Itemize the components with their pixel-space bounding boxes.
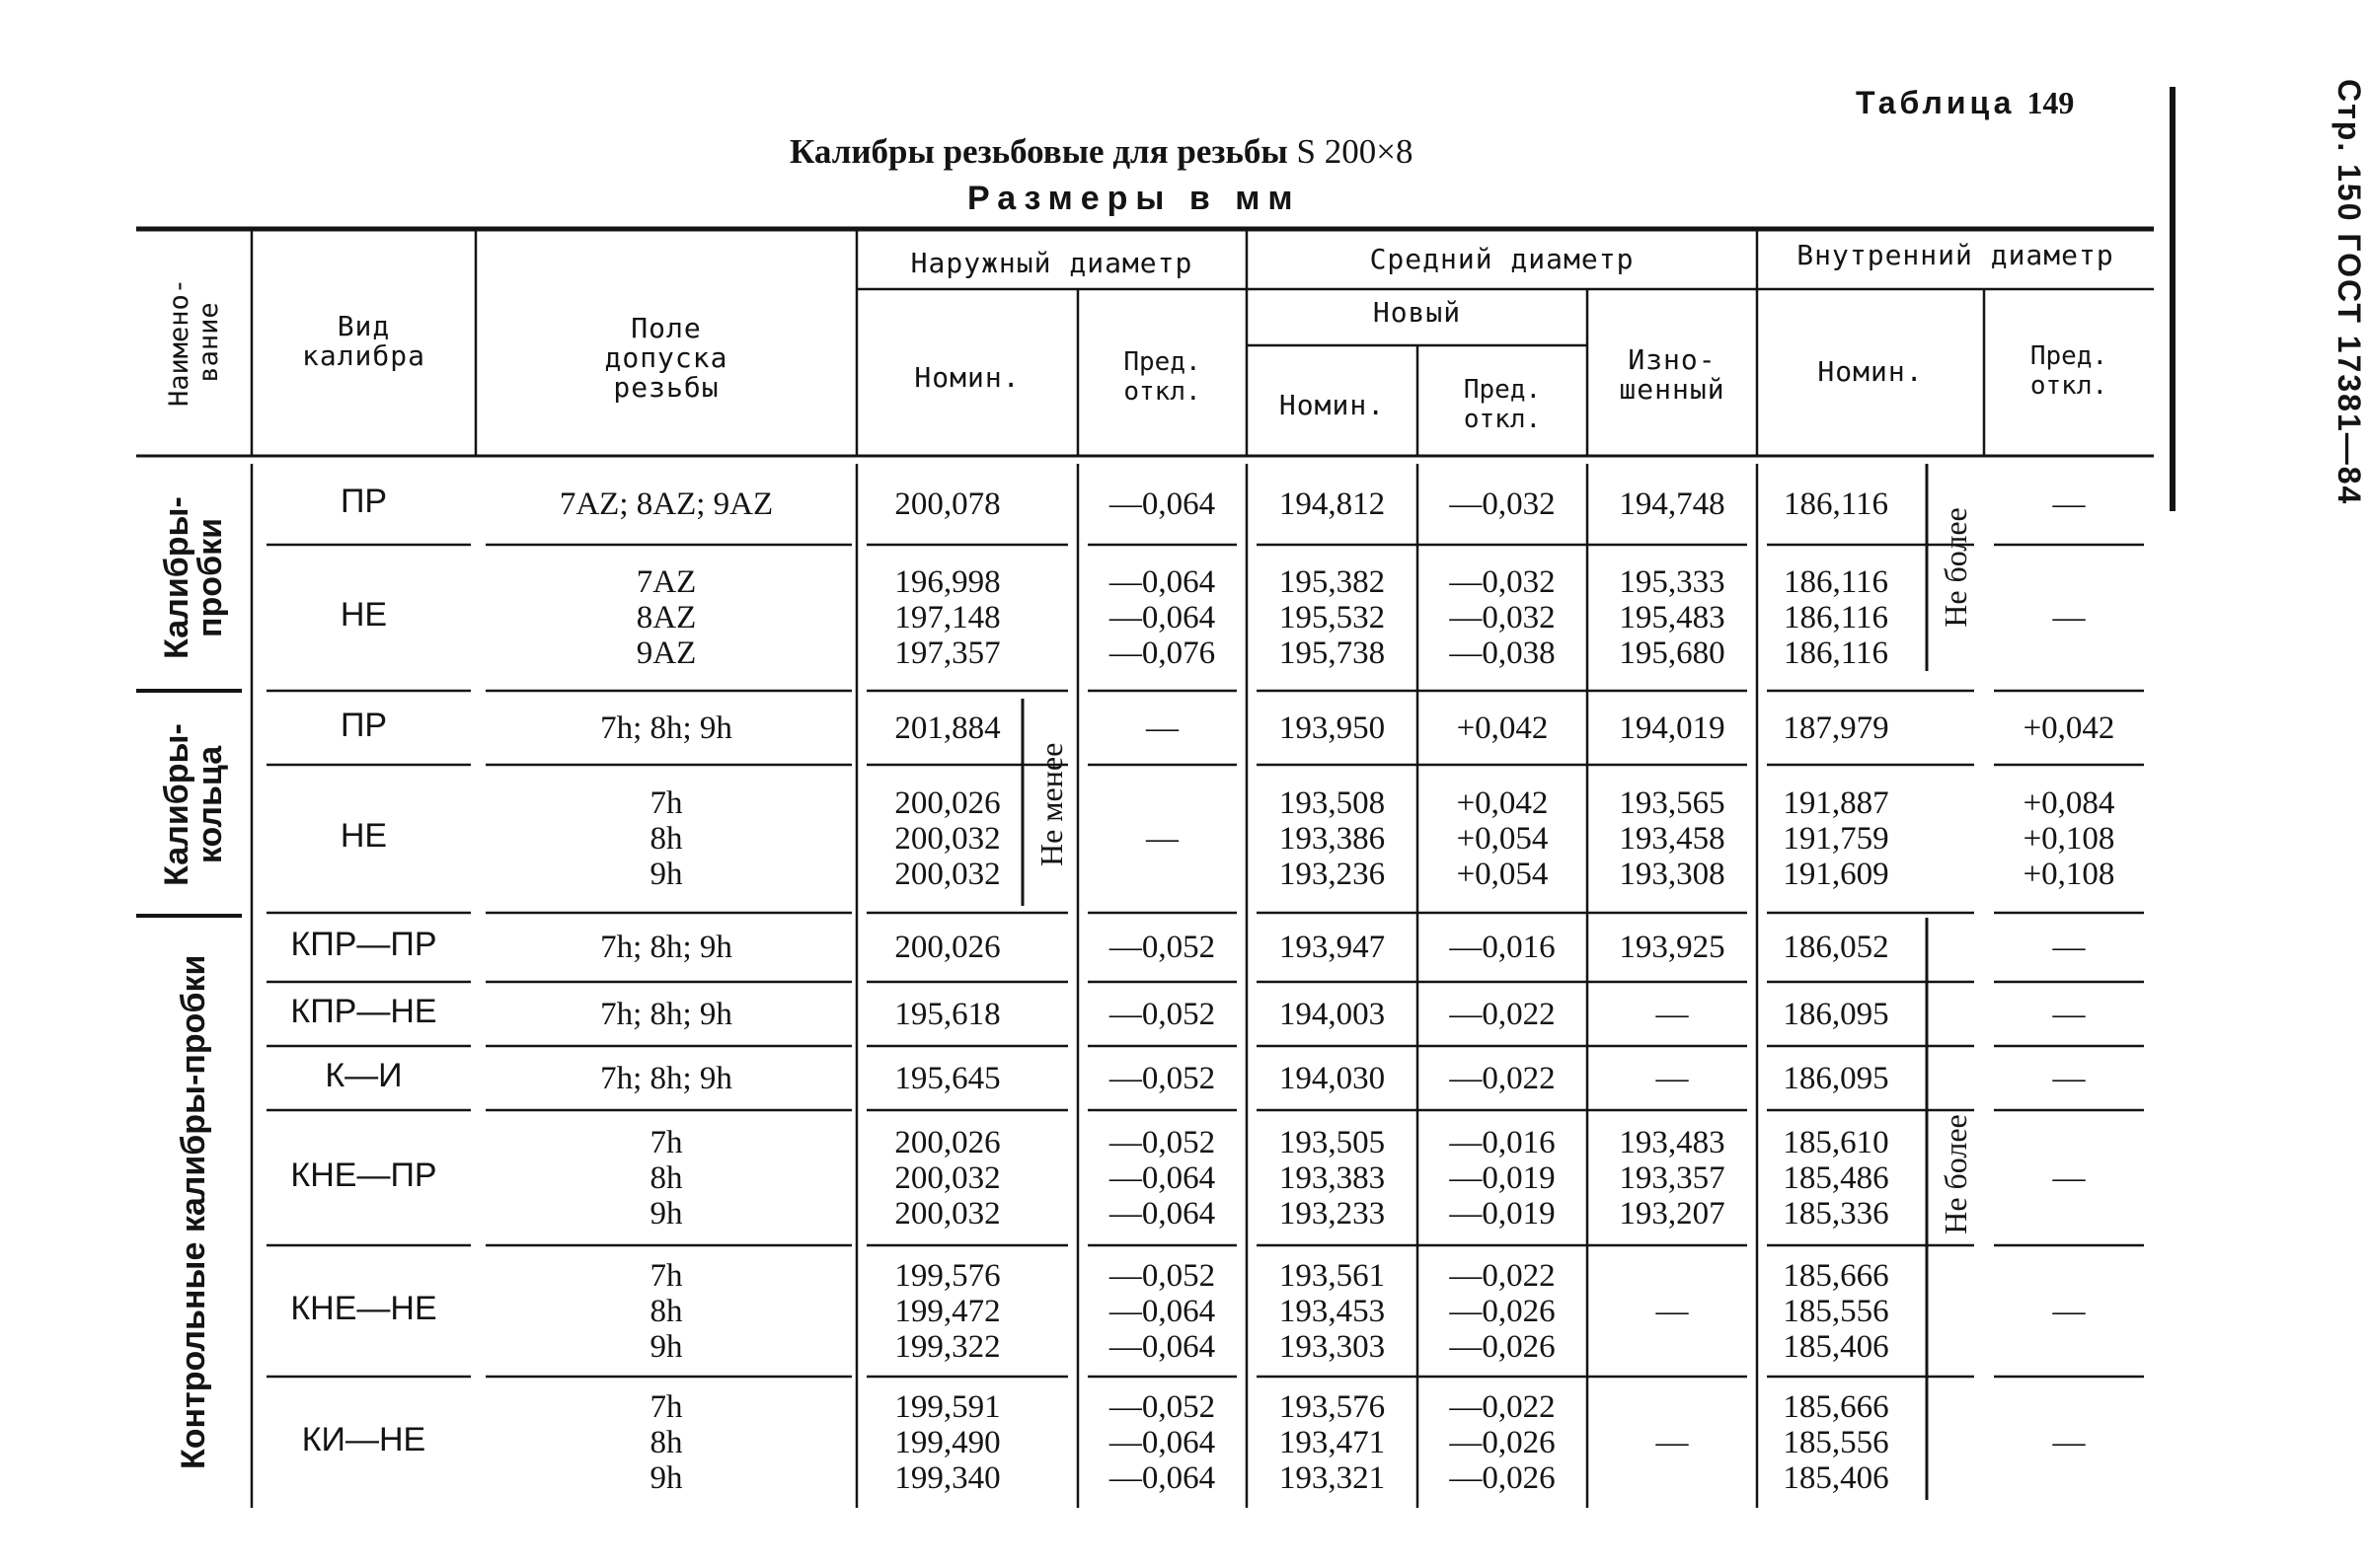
inner-deviation-line: +0,108 bbox=[2023, 821, 2115, 857]
middle-deviation-line: +0,042 bbox=[1456, 709, 1549, 746]
inner-deviation bbox=[1984, 600, 2154, 635]
tolerance-field-line: 9AZ bbox=[636, 635, 697, 671]
outer-deviation-line: —0,064 bbox=[1108, 1293, 1216, 1329]
outer-nominal-line: 197,357 bbox=[894, 635, 1001, 671]
middle-worn-line: — bbox=[1655, 1424, 1689, 1460]
outer-nominal bbox=[857, 1389, 1038, 1496]
inner-nominal-line: 186,116 bbox=[1783, 486, 1889, 522]
tolerance-field-line: 7AZ; 8AZ; 9AZ bbox=[559, 486, 774, 522]
outer-nominal bbox=[857, 1125, 1038, 1232]
tolerance-field bbox=[476, 710, 857, 746]
outer-deviation-line: —0,052 bbox=[1108, 996, 1216, 1032]
inner-nominal-line: 191,759 bbox=[1783, 821, 1889, 857]
inner-nominal-line: 185,486 bbox=[1783, 1159, 1889, 1196]
middle-deviation-line: +0,054 bbox=[1456, 821, 1549, 857]
middle-worn-line: 193,308 bbox=[1619, 857, 1725, 892]
tolerance-field-line: 8h bbox=[649, 821, 683, 857]
inner-nominal-line: 186,095 bbox=[1783, 1060, 1889, 1096]
inner-nominal-line: 186,095 bbox=[1783, 996, 1889, 1032]
table-label: Таблица bbox=[1856, 85, 2016, 120]
middle-deviation bbox=[1417, 710, 1587, 746]
middle-worn-line: 193,565 bbox=[1619, 785, 1725, 821]
outer-nominal-line: 199,576 bbox=[894, 1257, 1001, 1294]
middle-worn bbox=[1587, 1425, 1757, 1460]
header-worn: Изно- шенный bbox=[1619, 343, 1725, 406]
tolerance-field-line: 7h; 8h; 9h bbox=[600, 996, 732, 1032]
middle-deviation-line: —0,026 bbox=[1449, 1293, 1556, 1329]
page-reference-text: Стр. 150 ГОСТ 17381—84 bbox=[2331, 79, 2367, 506]
middle-worn bbox=[1587, 564, 1757, 671]
outer-nominal bbox=[857, 1258, 1038, 1365]
middle-nominal-line: 193,471 bbox=[1278, 1424, 1386, 1460]
outer-nominal bbox=[857, 1061, 1038, 1096]
header-inner-dev: Пред. откл. bbox=[2029, 341, 2108, 401]
outer-nominal-line: 200,032 bbox=[894, 857, 1001, 892]
middle-nominal bbox=[1247, 564, 1417, 671]
outer-deviation bbox=[1078, 1125, 1247, 1232]
title-thread: S 200×8 bbox=[1296, 132, 1413, 171]
middle-nominal bbox=[1247, 930, 1417, 965]
outer-deviation-line: —0,052 bbox=[1108, 1124, 1216, 1160]
inner-nominal bbox=[1757, 785, 1915, 892]
middle-worn bbox=[1587, 785, 1757, 892]
inner-nominal-line: 185,556 bbox=[1783, 1424, 1889, 1460]
table-number-value: 149 bbox=[2026, 85, 2075, 120]
middle-worn-line: 193,925 bbox=[1619, 930, 1725, 965]
middle-deviation-line: —0,019 bbox=[1449, 1159, 1556, 1196]
middle-worn-line: 195,483 bbox=[1619, 600, 1725, 635]
outer-nominal-line: 196,998 bbox=[894, 564, 1001, 600]
gauge-kind: ПР bbox=[340, 706, 388, 744]
outer-nominal-line: 200,032 bbox=[894, 821, 1001, 857]
outer-deviation bbox=[1078, 821, 1247, 857]
middle-deviation-line: —0,032 bbox=[1449, 486, 1556, 522]
inner-deviation-line: — bbox=[2052, 1293, 2086, 1329]
outer-nominal-line: 200,026 bbox=[894, 1124, 1001, 1160]
inner-nominal-line: 186,116 bbox=[1783, 564, 1889, 600]
outer-nominal bbox=[857, 997, 1038, 1032]
tolerance-field-line: 7h bbox=[649, 1257, 683, 1294]
middle-deviation bbox=[1417, 930, 1587, 965]
tolerance-field-line: 8h bbox=[649, 1159, 683, 1196]
tolerance-field-line: 7h; 8h; 9h bbox=[600, 709, 732, 746]
middle-nominal bbox=[1247, 1389, 1417, 1496]
middle-worn bbox=[1587, 997, 1757, 1032]
outer-deviation-line: —0,064 bbox=[1108, 600, 1216, 635]
outer-nominal-line: 199,472 bbox=[894, 1293, 1001, 1329]
middle-worn-line: 194,748 bbox=[1619, 486, 1725, 522]
outer-deviation bbox=[1078, 930, 1247, 965]
middle-nominal-line: 193,576 bbox=[1278, 1388, 1386, 1425]
inner-nominal-line: 187,979 bbox=[1783, 709, 1889, 746]
gauge-kind: ПР bbox=[340, 483, 388, 520]
inner-nominal-line: 185,666 bbox=[1783, 1388, 1889, 1425]
outer-nominal-line: 200,032 bbox=[894, 1159, 1001, 1196]
gauge-kind: КПР—НЕ bbox=[290, 992, 437, 1030]
inner-nominal bbox=[1757, 997, 1915, 1032]
outer-deviation-line: —0,052 bbox=[1108, 1388, 1216, 1425]
tolerance-field bbox=[476, 997, 857, 1032]
middle-worn bbox=[1587, 710, 1757, 746]
outer-deviation-line: —0,064 bbox=[1108, 1424, 1216, 1460]
middle-nominal-line: 193,947 bbox=[1278, 930, 1386, 965]
middle-deviation bbox=[1417, 564, 1587, 671]
outer-deviation-line: — bbox=[1146, 821, 1179, 857]
header-field: Поле допуска резьбы bbox=[604, 312, 728, 404]
inner-nominal-line: 191,887 bbox=[1783, 785, 1889, 821]
tolerance-field-line: 7h bbox=[649, 785, 683, 821]
outer-deviation-line: —0,052 bbox=[1108, 930, 1216, 965]
middle-deviation-line: —0,016 bbox=[1449, 1124, 1556, 1160]
outer-nominal bbox=[857, 785, 1038, 892]
middle-nominal-line: 193,383 bbox=[1278, 1159, 1386, 1196]
tolerance-field bbox=[476, 486, 857, 522]
tolerance-field bbox=[476, 1258, 857, 1365]
outer-deviation bbox=[1078, 1389, 1247, 1496]
tolerance-field bbox=[476, 564, 857, 671]
middle-worn bbox=[1587, 486, 1757, 522]
middle-nominal-line: 193,236 bbox=[1278, 857, 1386, 892]
inner-deviation bbox=[1984, 1061, 2154, 1096]
middle-worn-line: — bbox=[1655, 996, 1689, 1032]
middle-nominal-line: 195,532 bbox=[1278, 600, 1386, 635]
inner-deviation bbox=[1984, 1425, 2154, 1460]
inner-nominal-line: 185,556 bbox=[1783, 1293, 1889, 1329]
middle-nominal-line: 193,505 bbox=[1278, 1124, 1386, 1160]
outer-deviation bbox=[1078, 1061, 1247, 1096]
inner-deviation-line: — bbox=[2052, 930, 2086, 965]
middle-nominal bbox=[1247, 486, 1417, 522]
outer-deviation-line: —0,052 bbox=[1108, 1257, 1216, 1294]
note-not-more: Не более bbox=[1937, 507, 1973, 628]
gauge-kind: НЕ bbox=[340, 817, 388, 855]
tolerance-field bbox=[476, 930, 857, 965]
middle-deviation-line: —0,026 bbox=[1449, 1424, 1556, 1460]
gauge-kind: КНЕ—НЕ bbox=[290, 1289, 437, 1327]
inner-deviation bbox=[1984, 1294, 2154, 1329]
outer-nominal bbox=[857, 930, 1038, 965]
middle-nominal-line: 193,386 bbox=[1278, 821, 1386, 857]
inner-nominal-line: 191,609 bbox=[1783, 857, 1889, 892]
inner-deviation-line: — bbox=[2052, 996, 2086, 1032]
middle-worn-line: — bbox=[1655, 1293, 1689, 1329]
middle-worn-line: — bbox=[1655, 1060, 1689, 1096]
middle-nominal-line: 193,453 bbox=[1278, 1293, 1386, 1329]
tolerance-field-line: 7h; 8h; 9h bbox=[600, 930, 732, 965]
inner-nominal bbox=[1757, 1061, 1915, 1096]
middle-nominal-line: 193,561 bbox=[1278, 1257, 1386, 1294]
tolerance-field-line: 7AZ bbox=[636, 564, 697, 600]
middle-deviation-line: —0,032 bbox=[1449, 600, 1556, 635]
header-name: Наимено- вание bbox=[163, 277, 224, 407]
outer-deviation-line: —0,076 bbox=[1108, 635, 1216, 671]
middle-worn bbox=[1587, 1061, 1757, 1096]
note-not-less: Не менее bbox=[1032, 742, 1069, 866]
middle-nominal-line: 193,233 bbox=[1278, 1195, 1386, 1232]
gauge-kind: КПР—ПР bbox=[290, 926, 437, 963]
header-outer: Наружный диаметр bbox=[910, 247, 1193, 279]
middle-nominal-line: 193,303 bbox=[1278, 1328, 1386, 1365]
inner-deviation bbox=[1984, 785, 2154, 892]
outer-nominal-line: 200,078 bbox=[894, 486, 1001, 522]
header-inner: Внутренний диаметр bbox=[1796, 239, 2114, 271]
group-label-plugs: Калибры- пробки bbox=[158, 495, 229, 659]
outer-deviation bbox=[1078, 997, 1247, 1032]
middle-worn-line: 195,333 bbox=[1619, 564, 1725, 600]
outer-nominal-line: 199,340 bbox=[894, 1459, 1001, 1496]
gauge-kind: К—И bbox=[325, 1056, 403, 1094]
middle-nominal-line: 195,738 bbox=[1278, 635, 1386, 671]
group-label-rings: Калибры- кольца bbox=[158, 722, 229, 886]
inner-nominal bbox=[1757, 1125, 1915, 1232]
header-mid-nom: Номин. bbox=[1278, 389, 1386, 421]
inner-nominal-line: 185,666 bbox=[1783, 1257, 1889, 1294]
note-not-more: Не более bbox=[1937, 1114, 1973, 1234]
middle-deviation-line: —0,022 bbox=[1449, 1388, 1556, 1425]
inner-nominal bbox=[1757, 1258, 1915, 1365]
middle-nominal-line: 194,030 bbox=[1278, 1060, 1386, 1096]
tolerance-field-line: 9h bbox=[649, 1195, 683, 1232]
middle-worn-line: 194,019 bbox=[1619, 709, 1725, 746]
outer-deviation bbox=[1078, 486, 1247, 522]
middle-deviation-line: —0,026 bbox=[1449, 1459, 1556, 1496]
middle-deviation-line: —0,016 bbox=[1449, 930, 1556, 965]
tolerance-field-line: 7h; 8h; 9h bbox=[600, 1060, 732, 1096]
middle-deviation bbox=[1417, 1258, 1587, 1365]
header-inner-nom: Номин. bbox=[1817, 355, 1924, 388]
inner-deviation-line: — bbox=[2052, 1424, 2086, 1460]
inner-deviation-line: +0,108 bbox=[2023, 857, 2115, 892]
middle-nominal bbox=[1247, 997, 1417, 1032]
middle-deviation-line: +0,054 bbox=[1456, 857, 1549, 892]
inner-deviation bbox=[1984, 1160, 2154, 1196]
inner-nominal-line: 186,116 bbox=[1783, 600, 1889, 635]
middle-deviation-line: —0,026 bbox=[1449, 1328, 1556, 1365]
inner-deviation bbox=[1984, 997, 2154, 1032]
inner-nominal-line: 186,116 bbox=[1783, 635, 1889, 671]
middle-deviation-line: —0,022 bbox=[1449, 1060, 1556, 1096]
tolerance-field-line: 8h bbox=[649, 1424, 683, 1460]
middle-worn bbox=[1587, 930, 1757, 965]
middle-deviation-line: —0,032 bbox=[1449, 564, 1556, 600]
middle-worn-line: 193,458 bbox=[1619, 821, 1725, 857]
outer-deviation bbox=[1078, 710, 1247, 746]
middle-nominal-line: 195,382 bbox=[1278, 564, 1386, 600]
middle-deviation bbox=[1417, 997, 1587, 1032]
middle-nominal bbox=[1247, 1125, 1417, 1232]
inner-deviation bbox=[1984, 486, 2154, 522]
outer-nominal-line: 200,032 bbox=[894, 1195, 1001, 1232]
middle-deviation bbox=[1417, 785, 1587, 892]
middle-nominal-line: 193,950 bbox=[1278, 709, 1386, 746]
tolerance-field-line: 7h bbox=[649, 1388, 683, 1425]
tolerance-field bbox=[476, 1125, 857, 1232]
outer-nominal bbox=[857, 486, 1038, 522]
outer-deviation-line: —0,064 bbox=[1108, 564, 1216, 600]
header-middle: Средний диаметр bbox=[1369, 243, 1635, 275]
inner-nominal-line: 185,406 bbox=[1783, 1328, 1889, 1365]
outer-nominal-line: 195,645 bbox=[894, 1060, 1001, 1096]
header-outer-dev: Пред. откл. bbox=[1123, 347, 1201, 407]
outer-nominal-line: 199,322 bbox=[894, 1328, 1001, 1365]
gauge-kind: НЕ bbox=[340, 596, 388, 634]
middle-deviation-line: —0,038 bbox=[1449, 635, 1556, 671]
inner-nominal bbox=[1757, 1389, 1915, 1496]
inner-deviation bbox=[1984, 710, 2154, 746]
header-kind: Вид калибра bbox=[301, 310, 425, 372]
outer-deviation-line: —0,064 bbox=[1108, 1159, 1216, 1196]
header-mid-dev: Пред. откл. bbox=[1463, 375, 1542, 434]
inner-nominal-line: 185,406 bbox=[1783, 1459, 1889, 1496]
outer-nominal-line: 200,026 bbox=[894, 930, 1001, 965]
inner-deviation bbox=[1984, 930, 2154, 965]
middle-deviation bbox=[1417, 486, 1587, 522]
inner-nominal-line: 185,610 bbox=[1783, 1124, 1889, 1160]
tolerance-field-line: 9h bbox=[649, 857, 683, 892]
inner-nominal-line: 186,052 bbox=[1783, 930, 1889, 965]
middle-worn bbox=[1587, 1294, 1757, 1329]
outer-nominal-line: 199,490 bbox=[894, 1424, 1001, 1460]
outer-deviation-line: —0,064 bbox=[1108, 1459, 1216, 1496]
middle-deviation bbox=[1417, 1389, 1587, 1496]
middle-worn bbox=[1587, 1125, 1757, 1232]
middle-deviation-line: —0,022 bbox=[1449, 1257, 1556, 1294]
tolerance-field bbox=[476, 1389, 857, 1496]
gauge-kind: КИ—НЕ bbox=[301, 1420, 426, 1458]
inner-deviation-line: — bbox=[2052, 1159, 2086, 1196]
outer-nominal bbox=[857, 564, 1038, 671]
middle-worn-line: 193,207 bbox=[1619, 1195, 1725, 1232]
middle-deviation-line: —0,022 bbox=[1449, 996, 1556, 1032]
outer-nominal-line: 201,884 bbox=[894, 709, 1001, 746]
tolerance-field bbox=[476, 1061, 857, 1096]
tolerance-field-line: 9h bbox=[649, 1459, 683, 1496]
middle-deviation bbox=[1417, 1125, 1587, 1232]
middle-nominal-line: 193,508 bbox=[1278, 785, 1386, 821]
table-subtitle: Размеры в мм bbox=[967, 180, 1301, 217]
tolerance-field bbox=[476, 785, 857, 892]
inner-deviation-line: — bbox=[2052, 486, 2086, 522]
inner-deviation-line: — bbox=[2052, 600, 2086, 635]
inner-deviation-line: — bbox=[2052, 1060, 2086, 1096]
middle-deviation-line: —0,019 bbox=[1449, 1195, 1556, 1232]
middle-nominal-line: 193,321 bbox=[1278, 1459, 1386, 1496]
group-label-control-plugs: Контрольные калибры-пробки bbox=[175, 954, 212, 1469]
outer-nominal-line: 200,026 bbox=[894, 785, 1001, 821]
inner-nominal-line: 185,336 bbox=[1783, 1195, 1889, 1232]
middle-nominal-line: 194,003 bbox=[1278, 996, 1386, 1032]
outer-nominal-line: 197,148 bbox=[894, 600, 1001, 635]
inner-nominal bbox=[1757, 486, 1915, 522]
title-text: Калибры резьбовые для резьбы bbox=[790, 132, 1288, 171]
inner-nominal bbox=[1757, 930, 1915, 965]
middle-nominal bbox=[1247, 1061, 1417, 1096]
middle-nominal bbox=[1247, 785, 1417, 892]
outer-nominal bbox=[857, 710, 1038, 746]
tolerance-field-line: 8h bbox=[649, 1293, 683, 1329]
middle-worn-line: 193,483 bbox=[1619, 1124, 1725, 1160]
outer-deviation-line: —0,064 bbox=[1108, 1195, 1216, 1232]
outer-nominal-line: 195,618 bbox=[894, 996, 1001, 1032]
outer-nominal-line: 199,591 bbox=[894, 1388, 1001, 1425]
header-new: Новый bbox=[1372, 296, 1462, 329]
middle-nominal bbox=[1247, 1258, 1417, 1365]
inner-deviation-line: +0,042 bbox=[2023, 709, 2115, 746]
tolerance-field-line: 7h bbox=[649, 1124, 683, 1160]
inner-nominal bbox=[1757, 710, 1915, 746]
outer-deviation bbox=[1078, 564, 1247, 671]
middle-worn-line: 193,357 bbox=[1619, 1159, 1725, 1196]
inner-nominal bbox=[1757, 564, 1915, 671]
tolerance-field-line: 9h bbox=[649, 1328, 683, 1365]
outer-deviation-line: — bbox=[1146, 709, 1179, 746]
inner-deviation-line: +0,084 bbox=[2023, 785, 2115, 821]
middle-nominal-line: 194,812 bbox=[1278, 486, 1386, 522]
tolerance-field-line: 8AZ bbox=[636, 600, 697, 635]
outer-deviation bbox=[1078, 1258, 1247, 1365]
middle-deviation bbox=[1417, 1061, 1587, 1096]
gauge-kind: КНЕ—ПР bbox=[290, 1156, 437, 1194]
outer-deviation-line: —0,064 bbox=[1108, 486, 1216, 522]
outer-deviation-line: —0,052 bbox=[1108, 1060, 1216, 1096]
header-outer-nom: Номин. bbox=[914, 361, 1021, 394]
middle-worn-line: 195,680 bbox=[1619, 635, 1725, 671]
middle-deviation-line: +0,042 bbox=[1456, 785, 1549, 821]
middle-nominal bbox=[1247, 710, 1417, 746]
outer-deviation-line: —0,064 bbox=[1108, 1328, 1216, 1365]
